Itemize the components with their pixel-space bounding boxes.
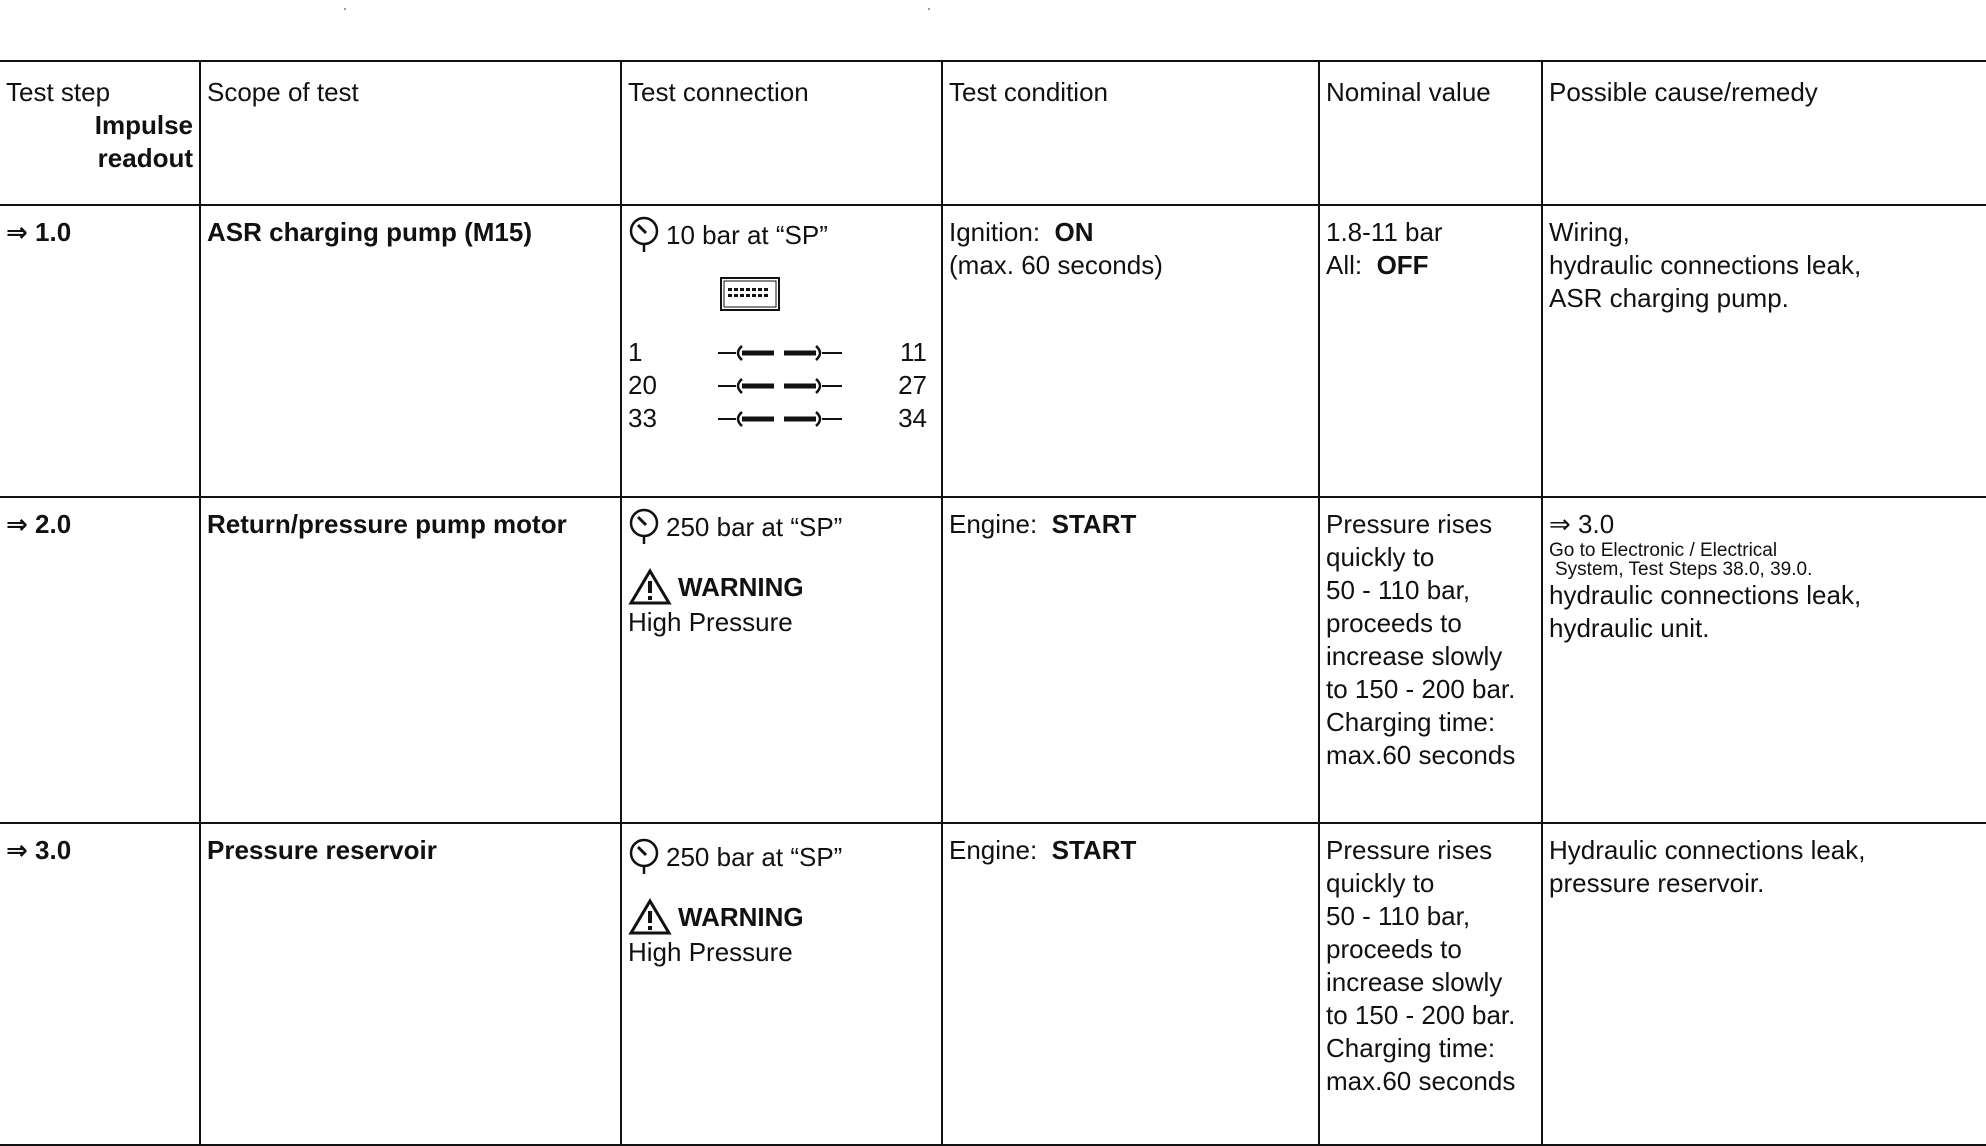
scan-speck bbox=[928, 8, 930, 10]
nominal-cell: Pressure rises quickly to 50 - 110 bar, proceeds to increase slowly to 150 - 200 bar. Charging time: max.60 seconds bbox=[1319, 823, 1542, 1145]
connection-cell: 250 bar at “SP” WARNING High Pressure bbox=[621, 823, 942, 1145]
pressure-gauge-icon bbox=[628, 838, 662, 876]
remedy-cell: Hydraulic connections leak, pressure reservoir. bbox=[1542, 823, 1986, 1145]
scope-cell: Pressure reservoir bbox=[200, 823, 621, 1145]
condition-cell: Engine: START bbox=[942, 497, 1319, 823]
scope-cell: Return/pressure pump motor bbox=[200, 497, 621, 823]
header-test-step: Test step Impulse readout bbox=[0, 61, 200, 205]
header-connection: Test connection bbox=[621, 61, 942, 205]
connection-cell: 250 bar at “SP” WARNING High Pressure bbox=[621, 497, 942, 823]
connection-pair: 20 27 bbox=[628, 370, 927, 400]
warning-triangle-icon bbox=[628, 568, 672, 606]
nominal-cell: 1.8-11 bar All: OFF bbox=[1319, 205, 1542, 497]
warning-triangle-icon bbox=[628, 898, 672, 936]
jumper-wire-icon bbox=[718, 409, 848, 429]
connection-pair: 33 34 bbox=[628, 403, 927, 433]
pressure-gauge-icon bbox=[628, 216, 662, 254]
condition-cell: Engine: START bbox=[942, 823, 1319, 1145]
connection-cell: 10 bar at “SP” 1 11 20 27 33 34 bbox=[621, 205, 942, 497]
step-number: ⇒ 2.0 bbox=[0, 497, 200, 823]
table-row bbox=[0, 205, 1986, 497]
connection-pair: 1 11 bbox=[628, 337, 927, 367]
condition-cell: Ignition: ON (max. 60 seconds) bbox=[942, 205, 1319, 497]
jumper-wire-icon bbox=[718, 376, 848, 396]
test-box-icon bbox=[720, 276, 780, 312]
header-scope: Scope of test bbox=[200, 61, 621, 205]
remedy-cell: ⇒ 3.0 Go to Electronic / Electrical System, Test Steps 38.0, 39.0. hydraulic connections leak, hydraulic unit. bbox=[1542, 497, 1986, 823]
step-number: ⇒ 3.0 bbox=[0, 823, 200, 1145]
nominal-cell: Pressure rises quickly to 50 - 110 bar, proceeds to increase slowly to 150 - 200 bar. Charging time: max.60 seconds bbox=[1319, 497, 1542, 823]
pressure-gauge-icon bbox=[628, 508, 662, 546]
jumper-wire-icon bbox=[718, 343, 848, 363]
scope-cell: ASR charging pump (M15) bbox=[200, 205, 621, 497]
header-nominal: Nominal value bbox=[1319, 61, 1542, 205]
table-row bbox=[0, 497, 1986, 823]
table-header-row bbox=[0, 61, 1986, 205]
step-number: ⇒ 1.0 bbox=[0, 205, 200, 497]
header-condition: Test condition bbox=[942, 61, 1319, 205]
scan-speck bbox=[344, 8, 346, 10]
remedy-cell: Wiring, hydraulic connections leak, ASR charging pump. bbox=[1542, 205, 1986, 497]
test-steps-table bbox=[0, 60, 1986, 1146]
header-remedy: Possible cause/remedy bbox=[1542, 61, 1986, 205]
table-row bbox=[0, 823, 1986, 1145]
